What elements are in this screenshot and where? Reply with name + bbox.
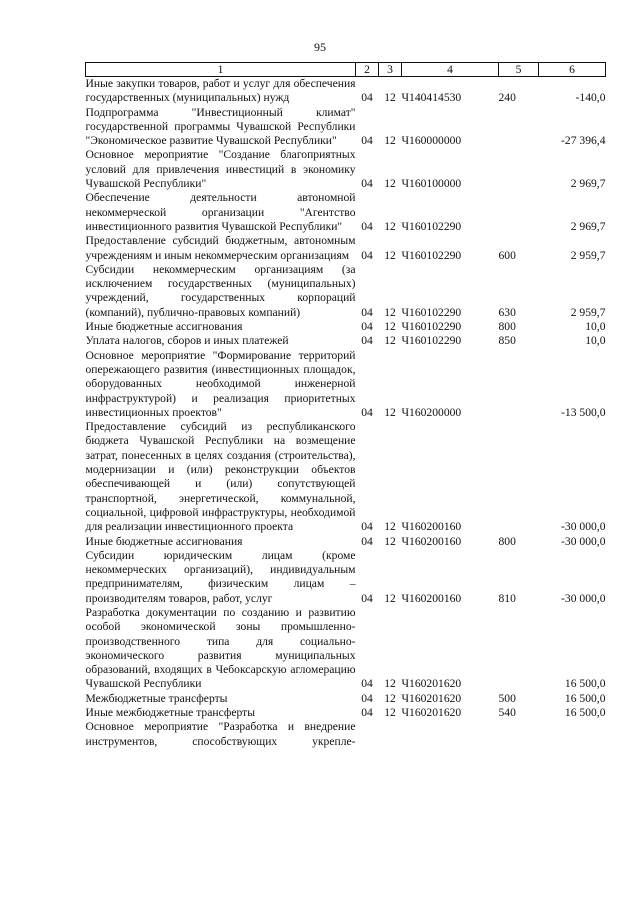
row-section-cell: 04: [361, 520, 373, 534]
row-amount-cell: -30 000,0: [561, 534, 606, 548]
row-subsection-cell: 12: [384, 691, 396, 705]
row-expense-type-cell: 810: [498, 591, 516, 605]
row-section-cell: 04: [361, 219, 373, 233]
row-target-article-cell: Ч140414530: [401, 91, 462, 105]
row-name-cell: Иные бюджетные ассигнования: [85, 320, 243, 334]
row-target-article-cell: Ч160200000: [401, 405, 462, 419]
table-row: [86, 334, 606, 348]
row-subsection-cell: 12: [384, 677, 396, 691]
column-header-expense-type: 5: [499, 63, 539, 77]
column-header-section: 2: [356, 63, 379, 77]
row-expense-type-cell: [499, 106, 539, 149]
row-target-article-cell: Ч160200160: [401, 534, 462, 548]
row-subsection-cell: 12: [384, 706, 396, 720]
row-expense-type-cell: 540: [498, 706, 516, 720]
row-section-cell: 04: [361, 534, 373, 548]
row-subsection-cell: 12: [384, 248, 396, 262]
row-amount-cell: 2 969,7: [570, 219, 606, 233]
row-amount-cell: 16 500,0: [564, 691, 606, 705]
row-amount-cell: -30 000,0: [561, 520, 606, 534]
page-number: 95: [314, 40, 326, 54]
table-row: [86, 148, 606, 191]
row-amount-cell: 2 969,7: [570, 177, 606, 191]
column-header-name: 1: [86, 63, 356, 77]
row-name-cell: Основное мероприятие "Создание благоприятных условий для привлечения инвестиций в экономику Чувашской Республики": [85, 148, 356, 191]
row-subsection-cell: 12: [384, 134, 396, 148]
row-name-cell: Иные закупки товаров, работ и услуг для обеспечения государственных (муниципальных) нужд: [85, 77, 356, 105]
row-target-article-cell: Ч160201620: [401, 691, 462, 705]
row-section-cell: 04: [361, 691, 373, 705]
row-amount-cell: -140,0: [575, 91, 606, 105]
row-name-cell: Подпрограмма "Инвестиционный климат" государственной программы Чувашской Республики "Экономическое развитие Чувашской Республики": [85, 105, 356, 148]
row-name-cell: Субсидии некоммерческим организациям (за исключением государственных (муниципальных) учреждений, государственных корпораций (компаний), публично-правовых компаний): [85, 262, 356, 319]
row-target-article-cell: Ч160200160: [401, 591, 462, 605]
row-name-cell: Основное мероприятие "Разработка и внедрение инструментов, способствующих укрепле-: [85, 720, 356, 748]
row-expense-type-cell: 600: [498, 248, 516, 262]
row-amount-cell: -13 500,0: [561, 405, 606, 419]
row-name-cell: Межбюджетные трансферты: [85, 691, 228, 705]
row-amount-cell: 16 500,0: [564, 677, 606, 691]
row-expense-type-cell: [499, 349, 539, 420]
row-section-cell: 04: [361, 405, 373, 419]
row-subsection-cell: 12: [384, 177, 396, 191]
row-target-article-cell: Ч160102290: [401, 219, 462, 233]
row-expense-type-cell: 850: [498, 334, 516, 348]
row-amount-cell: 10,0: [585, 320, 606, 334]
row-amount-cell: 16 500,0: [564, 706, 606, 720]
row-subsection-cell: 12: [384, 219, 396, 233]
budget-table: [85, 62, 606, 749]
row-name-cell: Обеспечение деятельности автономной некоммерческой организации "Агентство инвестиционного развития Чувашской Республики": [85, 191, 356, 233]
table-row: [86, 191, 606, 234]
row-name-cell: Разработка документации по созданию и развитию особой экономической зоны промышленно-производственного типа для социально-экономического развития муниципальных образований, входящих в Чебоксарскую агломерацию Чувашской Республики: [85, 605, 356, 691]
table-header: [86, 63, 606, 77]
row-amount-cell: 2 959,7: [570, 305, 606, 319]
row-name-cell: Уплата налогов, сборов и иных платежей: [85, 334, 289, 348]
row-subsection-cell: 12: [384, 520, 396, 534]
column-header-target-article: 4: [402, 63, 499, 77]
row-name-cell: Иные бюджетные ассигнования: [85, 534, 243, 548]
table-row: [86, 349, 606, 420]
row-section-cell: [356, 720, 379, 749]
row-subsection-cell: 12: [384, 534, 396, 548]
table-body: [86, 77, 606, 749]
row-amount-cell: 10,0: [585, 334, 606, 348]
row-section-cell: 04: [361, 177, 373, 191]
row-subsection-cell: 12: [384, 305, 396, 319]
row-section-cell: 04: [361, 91, 373, 105]
table-row: [86, 606, 606, 692]
row-target-article-cell: Ч160201620: [401, 677, 462, 691]
row-expense-type-cell: 800: [498, 534, 516, 548]
row-section-cell: 04: [361, 134, 373, 148]
row-subsection-cell: 12: [384, 320, 396, 334]
table-row: [86, 234, 606, 263]
row-subsection-cell: 12: [384, 405, 396, 419]
row-amount-cell: -30 000,0: [561, 591, 606, 605]
row-name-cell: Предоставление субсидий из республиканского бюджета Чувашской Республики на возмещение затрат, понесенных в целях создания (строительства), модернизации и (или) реконструкции объектов обеспечивающей и (или) сопутствующей транспортной, энергетической, коммунальной, социальной, цифровой инфраструктуры, необходимой для реализации инвестиционного проекта: [85, 420, 356, 534]
table-row: [86, 420, 606, 534]
column-header-amount: 6: [539, 63, 606, 77]
header-row: [86, 63, 606, 77]
row-expense-type-cell: [499, 606, 539, 692]
row-target-article-cell: Ч160102290: [401, 320, 462, 334]
column-header-subsection: 3: [379, 63, 402, 77]
row-subsection-cell: 12: [384, 91, 396, 105]
table-row: [86, 706, 606, 720]
row-target-article-cell: Ч160102290: [401, 248, 462, 262]
row-expense-type-cell: [499, 720, 539, 749]
table-row: [86, 535, 606, 549]
row-subsection-cell: 12: [384, 334, 396, 348]
row-expense-type-cell: [499, 420, 539, 534]
row-amount-cell: 2 959,7: [570, 248, 606, 262]
row-section-cell: 04: [361, 305, 373, 319]
table-row: [86, 549, 606, 606]
table-row: [86, 77, 606, 106]
row-amount-cell: [539, 720, 606, 749]
row-section-cell: 04: [361, 677, 373, 691]
row-section-cell: 04: [361, 706, 373, 720]
table-row: [86, 106, 606, 149]
row-target-article-cell: Ч160200160: [401, 520, 462, 534]
row-section-cell: 04: [361, 591, 373, 605]
row-expense-type-cell: 800: [498, 320, 516, 334]
row-subsection-cell: 12: [384, 591, 396, 605]
row-expense-type-cell: 240: [498, 91, 516, 105]
row-expense-type-cell: [499, 191, 539, 234]
table-row: [86, 320, 606, 334]
row-target-article-cell: Ч160102290: [401, 305, 462, 319]
table-row: [86, 263, 606, 320]
row-name-cell: Предоставление субсидий бюджетным, автономным учреждениям и иным некоммерческим организациям: [85, 234, 356, 262]
row-section-cell: 04: [361, 320, 373, 334]
row-subsection-cell: [379, 720, 402, 749]
row-section-cell: 04: [361, 334, 373, 348]
row-amount-cell: -27 396,4: [561, 134, 606, 148]
row-expense-type-cell: 500: [498, 691, 516, 705]
row-target-article-cell: Ч160201620: [401, 706, 462, 720]
row-target-article-cell: [402, 720, 499, 749]
row-name-cell: Субсидии юридическим лицам (кроме некоммерческих организаций), индивидуальным предпринимателям, физическим лицам – производителям товаров, работ, услуг: [85, 548, 356, 605]
row-target-article-cell: Ч160100000: [401, 177, 462, 191]
row-target-article-cell: Ч160102290: [401, 334, 462, 348]
row-target-article-cell: Ч160000000: [401, 134, 462, 148]
row-section-cell: 04: [361, 248, 373, 262]
row-name-cell: Иные межбюджетные трансферты: [85, 706, 256, 720]
row-name-cell: Основное мероприятие "Формирование территорий опережающего развития (инвестиционных площадок, оборудованных необходимой инженерной инфраструктурой) и реализация приоритетных инвестиционных проектов": [85, 348, 356, 419]
row-expense-type-cell: 630: [498, 305, 516, 319]
row-expense-type-cell: [499, 148, 539, 191]
table-row: [86, 692, 606, 706]
table-row: [86, 720, 606, 749]
